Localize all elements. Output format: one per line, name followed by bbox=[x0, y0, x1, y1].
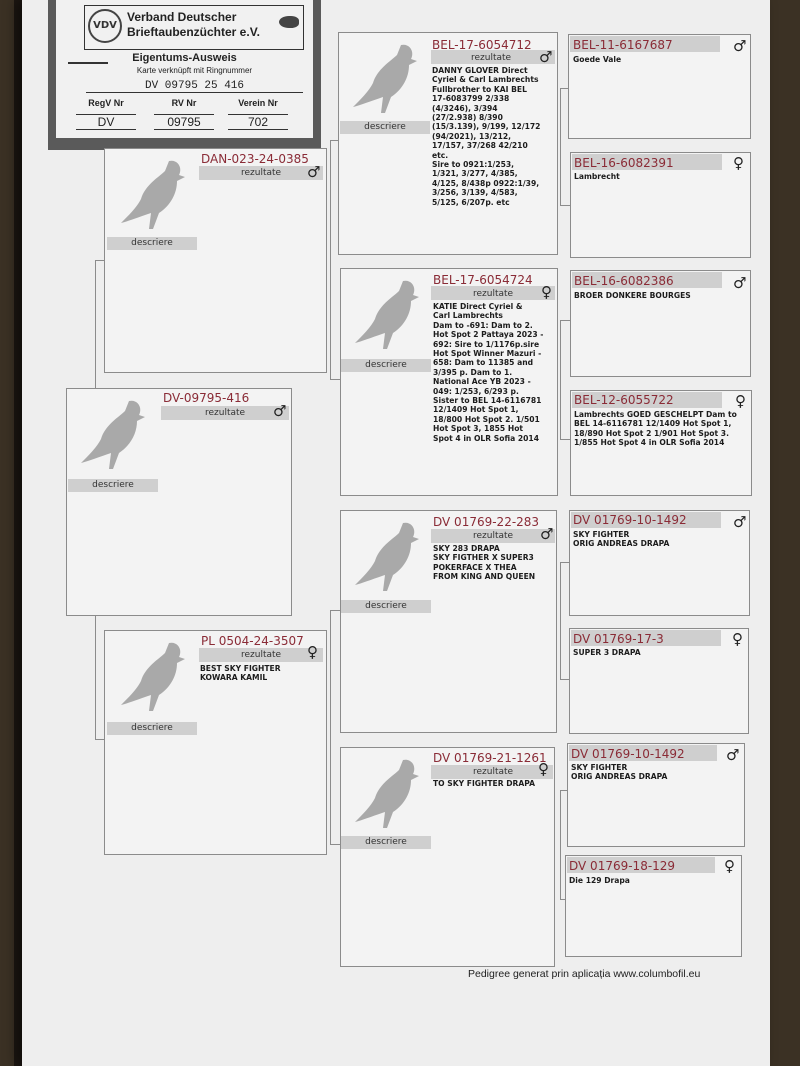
male-sex-icon: ♂ bbox=[273, 402, 287, 420]
grandsire-dam-box bbox=[340, 268, 558, 496]
card-body bbox=[56, 0, 313, 138]
ancestor-box bbox=[570, 390, 752, 496]
results-label: rezultate bbox=[241, 650, 282, 660]
description-label: descriere bbox=[107, 722, 197, 735]
description-label: descriere bbox=[68, 479, 158, 492]
pigeon-info: SUPER 3 DRAPA bbox=[573, 648, 641, 657]
male-sex-icon: ♂ bbox=[733, 37, 747, 55]
female-sex-icon: ♀ bbox=[733, 154, 744, 172]
ring-number: BEL-17-6054724 bbox=[433, 273, 533, 287]
pigeon-info: BROER DONKERE BOURGES bbox=[574, 291, 691, 300]
pigeon-logo-icon bbox=[279, 16, 299, 28]
pigeon-silhouette-icon bbox=[119, 155, 191, 235]
sd-connector bbox=[560, 320, 570, 440]
ring-number: BEL-16-6082391 bbox=[574, 156, 674, 170]
female-sex-icon: ♀ bbox=[735, 392, 746, 410]
pigeon-silhouette-icon bbox=[353, 275, 425, 355]
pigeon-silhouette-icon bbox=[351, 39, 423, 119]
results-label: rezultate bbox=[473, 767, 514, 777]
ring-number: BEL-16-6082386 bbox=[574, 274, 674, 288]
ring-number: BEL-12-6055722 bbox=[574, 393, 674, 407]
sire-box bbox=[104, 148, 327, 373]
subject-box bbox=[66, 388, 292, 616]
results-label: rezultate bbox=[241, 168, 282, 178]
pigeon-silhouette-icon bbox=[353, 754, 425, 834]
ring-number: DAN-023-24-0385 bbox=[201, 152, 309, 166]
description-label: descriere bbox=[107, 237, 197, 250]
pigeon-info: KATIE Direct Cyriel & Carl Lambrechts Dam to -691: Dam to 2. Hot Spot 2 Pattaya 2023 - 692: Sire to 1/1176p.sire Hot Spot Winner Mazuri - 658: Dam to 11385 and 3/395 p. Dam to 1. National Ace YB 2023 - 049: 1/253, 6/293 p. Sister to BEL 14-6116781 12/1409 Hot Spot 1, 18/800 Hot Spot 2. 1/501 Hot Spot 3, 1855 Hot Spot 4 in OLR Sofia 2014 bbox=[433, 302, 544, 443]
female-sex-icon: ♀ bbox=[541, 283, 552, 301]
ancestor-box bbox=[570, 152, 751, 258]
pigeon-info: SKY 283 DRAPA SKY FIGTHER X SUPER3 POKERFACE X THEA FROM KING AND QUEEN bbox=[433, 544, 536, 582]
regv-value: DV bbox=[76, 114, 136, 130]
pigeon-info: BEST SKY FIGHTER KOWARA KAMIL bbox=[200, 664, 281, 683]
pigeon-silhouette-icon bbox=[119, 637, 191, 717]
results-label: rezultate bbox=[473, 289, 514, 299]
female-sex-icon: ♀ bbox=[724, 857, 735, 875]
description-label: descriere bbox=[340, 121, 430, 134]
pigeon-info: Die 129 Drapa bbox=[569, 876, 630, 885]
male-sex-icon: ♂ bbox=[540, 525, 554, 543]
ring-number: BEL-11-6167687 bbox=[573, 38, 673, 52]
ring-number: DV 01769-10-1492 bbox=[573, 513, 687, 527]
grandsire-sire-box bbox=[338, 32, 558, 255]
results-label: rezultate bbox=[205, 408, 246, 418]
pigeon-silhouette-icon bbox=[79, 395, 151, 475]
ancestor-box bbox=[567, 743, 745, 847]
ring-number: PL 0504-24-3507 bbox=[201, 634, 304, 648]
pigeon-info: Lambrecht bbox=[574, 172, 620, 181]
results-label: rezultate bbox=[473, 531, 514, 541]
ownership-card bbox=[48, 0, 321, 150]
verein-label: Verein Nr bbox=[238, 98, 278, 108]
ring-number: DV 01769-18-129 bbox=[569, 859, 676, 873]
ancestor-box bbox=[569, 628, 749, 734]
card-subtitle: Karte verknüpft mit Ringnummer bbox=[136, 66, 253, 75]
ring-number: BEL-17-6054712 bbox=[432, 38, 532, 52]
granddam-dam-box bbox=[340, 747, 555, 967]
male-sex-icon: ♂ bbox=[539, 48, 553, 66]
female-sex-icon: ♀ bbox=[307, 643, 318, 661]
footer-credit: Pedigree generat prin aplicația www.columbofil.eu bbox=[468, 968, 701, 980]
female-sex-icon: ♀ bbox=[538, 760, 549, 778]
female-sex-icon: ♀ bbox=[732, 630, 743, 648]
rv-label: RV Nr bbox=[171, 98, 197, 108]
ancestor-box bbox=[570, 270, 751, 377]
rv-value: 09795 bbox=[154, 114, 214, 130]
ancestor-box bbox=[569, 510, 750, 616]
pigeon-info: Goede Vale bbox=[573, 55, 622, 64]
ancestor-box bbox=[568, 34, 751, 139]
ring-number: DV 01769-17-3 bbox=[573, 632, 664, 646]
ring-number: DV 01769-22-283 bbox=[433, 515, 540, 529]
org-line-1: Verband Deutscher bbox=[127, 10, 237, 24]
granddam-sire-box bbox=[340, 510, 557, 733]
dam-connector bbox=[330, 610, 340, 845]
card-organisation bbox=[127, 10, 260, 40]
vdv-logo-icon: VDV bbox=[88, 9, 122, 43]
card-ring-number: DV 09795 25 416 bbox=[86, 80, 303, 93]
pigeon-info: SKY FIGHTER ORIG ANDREAS DRAPA bbox=[571, 763, 668, 782]
verein-value: 702 bbox=[228, 114, 288, 130]
description-label: descriere bbox=[341, 836, 431, 849]
pigeon-info: Lambrechts GOED GESCHELPT Dam to BEL 14-6116781 12/1409 Hot Spot 1, 18/890 Hot Spot 2 1/901 Hot Spot 3. 1/855 Hot Spot 4 in OLR Sofia 2014 bbox=[574, 410, 737, 448]
male-sex-icon: ♂ bbox=[733, 513, 747, 531]
results-label: rezultate bbox=[471, 53, 512, 63]
ring-number: DV-09795-416 bbox=[163, 391, 250, 405]
pigeon-info: TO SKY FIGHTER DRAPA bbox=[433, 779, 536, 788]
male-sex-icon: ♂ bbox=[307, 163, 321, 181]
org-line-2: Brieftaubenzüchter e.V. bbox=[127, 25, 260, 39]
description-label: descriere bbox=[341, 600, 431, 613]
ring-number: DV 01769-10-1492 bbox=[571, 747, 685, 761]
dam-box bbox=[104, 630, 327, 855]
pigeon-info: DANNY GLOVER Direct Cyriel & Carl Lambrechts Fullbrother to KAI BEL 17-6083799 2/338 (4/3246), 3/394 (27/2.938) 8/390 (15/3.139), 9/199, 12/172 (94/2021), 13/212, 17/157, 37/268 42/210 etc. Sire to 0921:1/253, 1/321, 3/277, 4/385, 4/125, 8/438p 0922:1/39, 3/256, 3/139, 4/583, 5/125, 6/207p. etc bbox=[432, 66, 541, 207]
regv-label: RegV Nr bbox=[88, 98, 124, 108]
male-sex-icon: ♂ bbox=[733, 274, 747, 292]
ancestor-box bbox=[565, 855, 742, 957]
card-header bbox=[84, 5, 304, 50]
description-label: descriere bbox=[341, 359, 431, 372]
pigeon-info: SKY FIGHTER ORIG ANDREAS DRAPA bbox=[573, 530, 670, 549]
pigeon-silhouette-icon bbox=[353, 517, 425, 597]
card-title: Eigentums-Ausweis bbox=[132, 52, 237, 64]
male-sex-icon: ♂ bbox=[726, 746, 740, 764]
ring-number: DV 01769-21-1261 bbox=[433, 751, 547, 765]
